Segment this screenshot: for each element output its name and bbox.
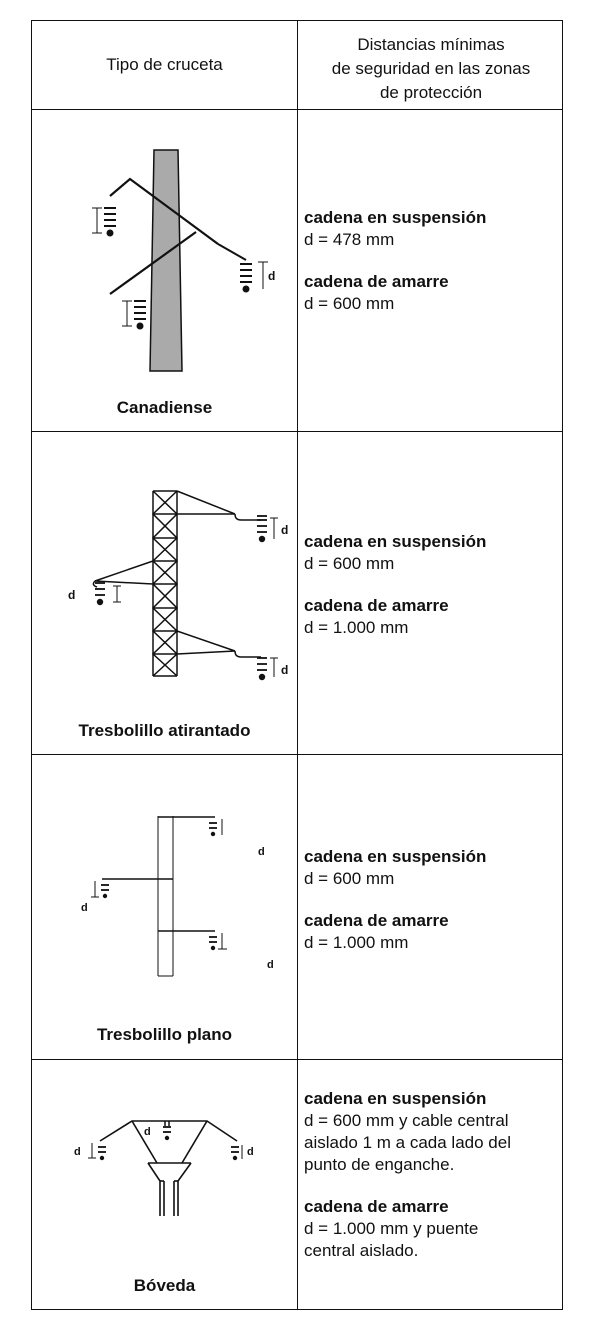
distance-cell	[304, 1088, 559, 1262]
chain-type-label: cadena en suspensión	[304, 532, 487, 551]
header-crossarm-type	[32, 21, 297, 109]
chain-type-label: cadena en suspensión	[304, 208, 487, 227]
chain-type-label: cadena de amarre	[304, 272, 449, 291]
distance-value: d = 1.000 mm	[304, 933, 409, 952]
header-min-distances	[298, 33, 564, 105]
crossarm-name: Tresbolillo atirantado	[78, 721, 251, 740]
tresbolillo-plano-diagram	[77, 811, 287, 981]
chain-type-label: cadena en suspensión	[304, 1089, 487, 1108]
distance-cell	[304, 846, 559, 954]
distance-label: d	[258, 846, 265, 858]
header-line: Distancias mínimas	[357, 35, 505, 54]
distance-value: d = 600 mm y cable central	[304, 1111, 509, 1130]
boveda-diagram	[72, 1091, 272, 1221]
distance-value: d = 478 mm	[304, 230, 395, 249]
distance-label: d	[68, 588, 76, 602]
distance-value: d = 600 mm	[304, 869, 395, 888]
chain-type-label: cadena de amarre	[304, 1197, 449, 1216]
distance-cell	[304, 207, 559, 315]
safety-distance-table	[31, 20, 563, 1310]
crossarm-name: Tresbolillo plano	[96, 1025, 233, 1044]
row-divider	[32, 1059, 562, 1060]
distance-label: d	[81, 902, 88, 914]
distance-label: d	[74, 1146, 81, 1158]
distance-value: punto de enganche.	[304, 1155, 455, 1174]
crossarm-name: Bóveda	[133, 1276, 196, 1295]
chain-type-label: cadena de amarre	[304, 911, 449, 930]
distance-label: d	[268, 269, 276, 283]
distance-label: d	[144, 1126, 151, 1138]
distance-value: d = 600 mm	[304, 554, 395, 573]
header-line: de seguridad en las zonas	[331, 59, 531, 78]
header-line: de protección	[379, 83, 483, 102]
distance-value: d = 600 mm	[304, 294, 395, 313]
distance-cell	[304, 531, 559, 639]
row-divider	[32, 754, 562, 755]
distance-value: central aislado.	[304, 1241, 419, 1260]
distance-label: d	[281, 523, 289, 537]
chain-type-label: cadena de amarre	[304, 596, 449, 615]
distance-label: d	[267, 959, 274, 971]
tresbolillo-atirantado-labels	[67, 486, 302, 686]
row-divider	[32, 109, 562, 110]
distance-value: d = 1.000 mm	[304, 618, 409, 637]
distance-value: d = 1.000 mm y puente	[304, 1219, 479, 1238]
header-crossarm-type-text: Tipo de cruceta	[106, 55, 223, 74]
tresbolillo-plano-left-label	[77, 811, 107, 921]
crossarm-name: Canadiense	[116, 398, 213, 417]
row-divider	[32, 431, 562, 432]
distance-label: d	[281, 663, 289, 677]
distance-label: d	[247, 1146, 254, 1158]
canadiense-diagram	[72, 146, 276, 376]
distance-value: aislado 1 m a cada lado del	[304, 1133, 511, 1152]
chain-type-label: cadena en suspensión	[304, 847, 487, 866]
